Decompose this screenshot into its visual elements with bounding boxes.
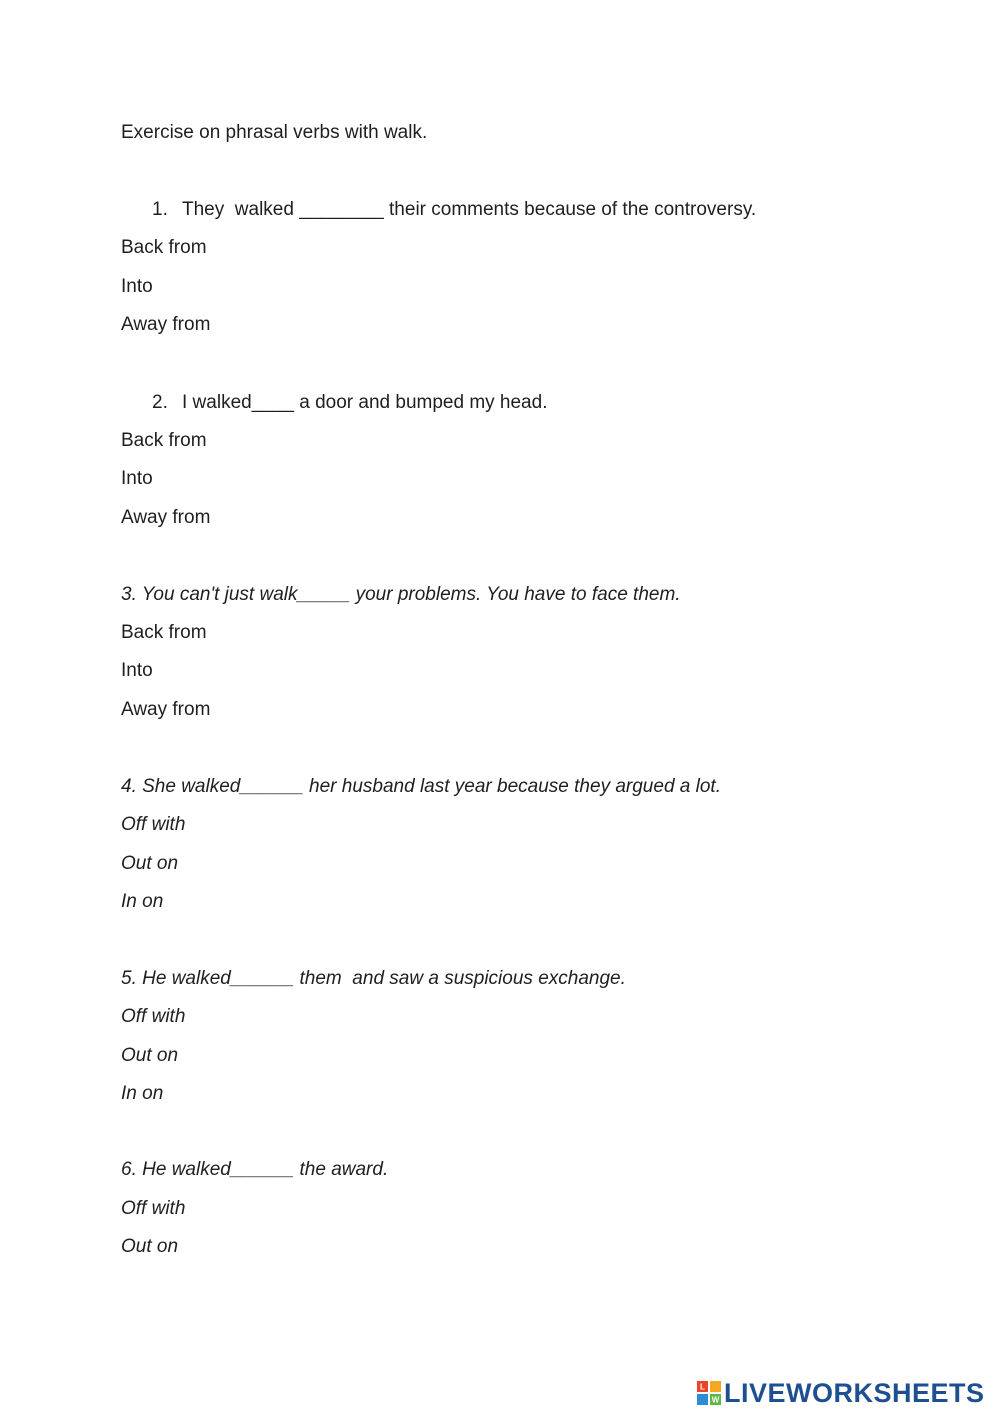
page-title: Exercise on phrasal verbs with walk.: [121, 122, 428, 143]
question-3-text: 3. You can't just walk_____ your problems. You have to face them.: [121, 584, 681, 605]
question-6-option-b[interactable]: Out on: [121, 1236, 179, 1257]
question-3-option-a[interactable]: Back from: [121, 622, 207, 643]
question-5-text: 5. He walked______ them and saw a suspicious exchange.: [121, 968, 626, 989]
question-5-option-c[interactable]: In on: [121, 1083, 164, 1104]
question-5-option-a[interactable]: Off with: [121, 1006, 186, 1027]
question-4-option-c[interactable]: In on: [121, 891, 164, 912]
question-1-number: 1.: [152, 199, 168, 220]
question-2-text: I walked____ a door and bumped my head.: [182, 392, 548, 413]
question-6-text: 6. He walked______ the award.: [121, 1159, 389, 1180]
question-1: [152, 198, 756, 222]
question-1-text: They walked ________ their comments because of the controversy.: [182, 199, 757, 220]
question-2: [152, 391, 547, 415]
question-4-text: 4. She walked______ her husband last year because they argued a lot.: [121, 776, 721, 797]
question-6-option-a[interactable]: Off with: [121, 1198, 186, 1219]
svg-text:L: L: [700, 1382, 705, 1392]
liveworksheets-watermark: [697, 1378, 985, 1408]
liveworksheets-logo-icon: [697, 1381, 721, 1405]
question-3-option-c[interactable]: Away from: [121, 699, 211, 720]
question-3-option-b[interactable]: Into: [121, 660, 153, 681]
question-4-option-b[interactable]: Out on: [121, 853, 179, 874]
question-1-option-c[interactable]: Away from: [121, 314, 211, 335]
question-4-option-a[interactable]: Off with: [121, 814, 186, 835]
liveworksheets-wordmark: LIVEWORKSHEETS: [724, 1378, 985, 1408]
question-2-number: 2.: [152, 392, 168, 413]
question-1-option-b[interactable]: Into: [121, 276, 153, 297]
question-2-option-a[interactable]: Back from: [121, 430, 207, 451]
question-2-option-b[interactable]: Into: [121, 468, 153, 489]
question-1-option-a[interactable]: Back from: [121, 237, 207, 258]
svg-text:W: W: [711, 1395, 720, 1405]
question-2-option-c[interactable]: Away from: [121, 507, 211, 528]
question-5-option-b[interactable]: Out on: [121, 1045, 179, 1066]
